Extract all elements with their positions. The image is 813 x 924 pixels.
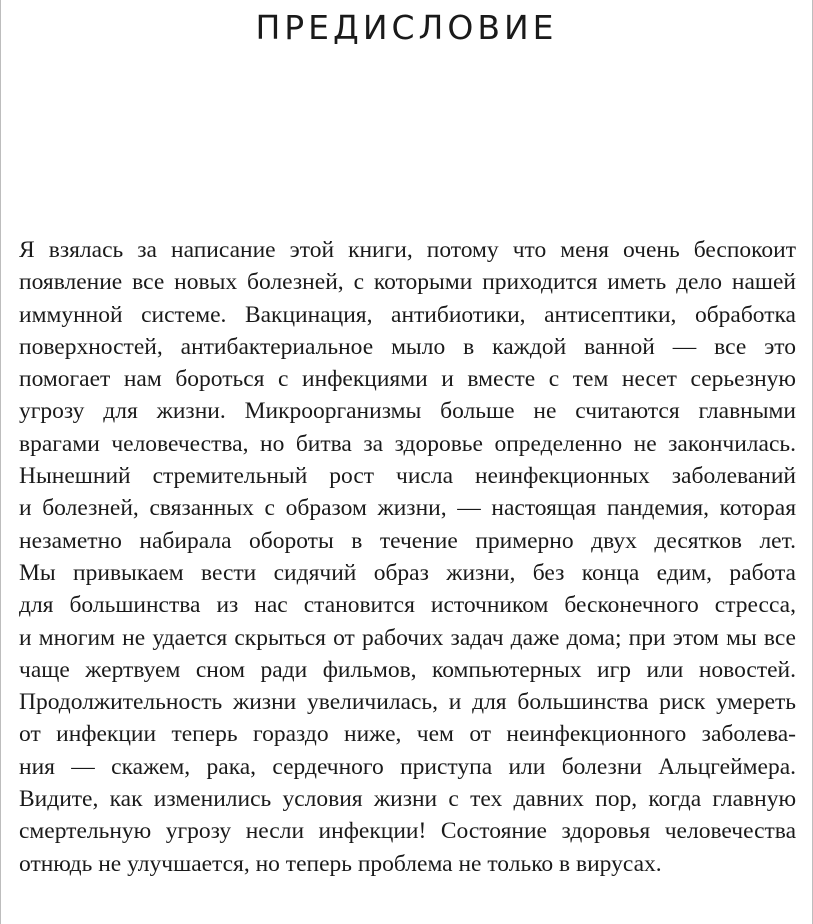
text-line: смертельную угрозу несли инфекции! Состояние здоровья человечества xyxy=(19,818,796,845)
text-line: помогает нам бороться с инфекциями и вместе с тем несет серьезную xyxy=(19,366,796,393)
text-line: Видите, как изменились условия жизни с тех давних пор, когда главную xyxy=(19,786,796,813)
body-paragraph xyxy=(19,234,796,880)
text-line: ния — скажем, рака, сердечного приступа или болезни Альцгеймера. xyxy=(19,753,796,780)
text-line: Я взялась за написание этой книги, потому что меня очень беспокоит xyxy=(19,237,796,263)
text-line: поверхностей, антибактериальное мыло в каждой ванной — все это xyxy=(19,333,796,360)
text-line: Мы привыкаем вести сидячий образ жизни, без конца едим, работа xyxy=(19,559,796,586)
text-line: отнюдь не улучшается, но теперь проблема не только в вирусах. xyxy=(19,850,662,877)
text-line: незаметно набирала обороты в течение примерно двух десятков лет. xyxy=(19,527,796,554)
text-line: врагами человечества, но битва за здоровье определенно не закончилась. xyxy=(19,430,796,457)
text-line: для большинства из нас становится источником бесконечного стресса, xyxy=(19,592,796,619)
text-line: чаще жертвуем сном ради фильмов, компьютерных игр или новостей. xyxy=(19,656,796,683)
text-line: от инфекции теперь гораздо ниже, чем от неинфекционного заболева- xyxy=(19,721,796,748)
text-line: и болезней, связанных с образом жизни, — настоящая пандемия, которая xyxy=(19,495,796,522)
text-line: появление все новых болезней, с которыми приходится иметь дело нашей xyxy=(19,269,796,296)
text-line: иммунной системе. Вакцинация, антибиотики, антисептики, обработка xyxy=(19,301,796,328)
text-line: Нынешний стремительный рост числа неинфекционных заболеваний xyxy=(19,463,796,490)
text-line: Продолжительность жизни увеличилась, и для большинства риск умереть xyxy=(19,689,796,716)
text-line: и многим не удается скрыться от рабочих задач даже дома; при этом мы все xyxy=(19,624,796,651)
text-line: угрозу для жизни. Микроорганизмы больше не считаются главными xyxy=(19,398,796,425)
chapter-title: ПРЕДИСЛОВИЕ xyxy=(255,8,558,47)
